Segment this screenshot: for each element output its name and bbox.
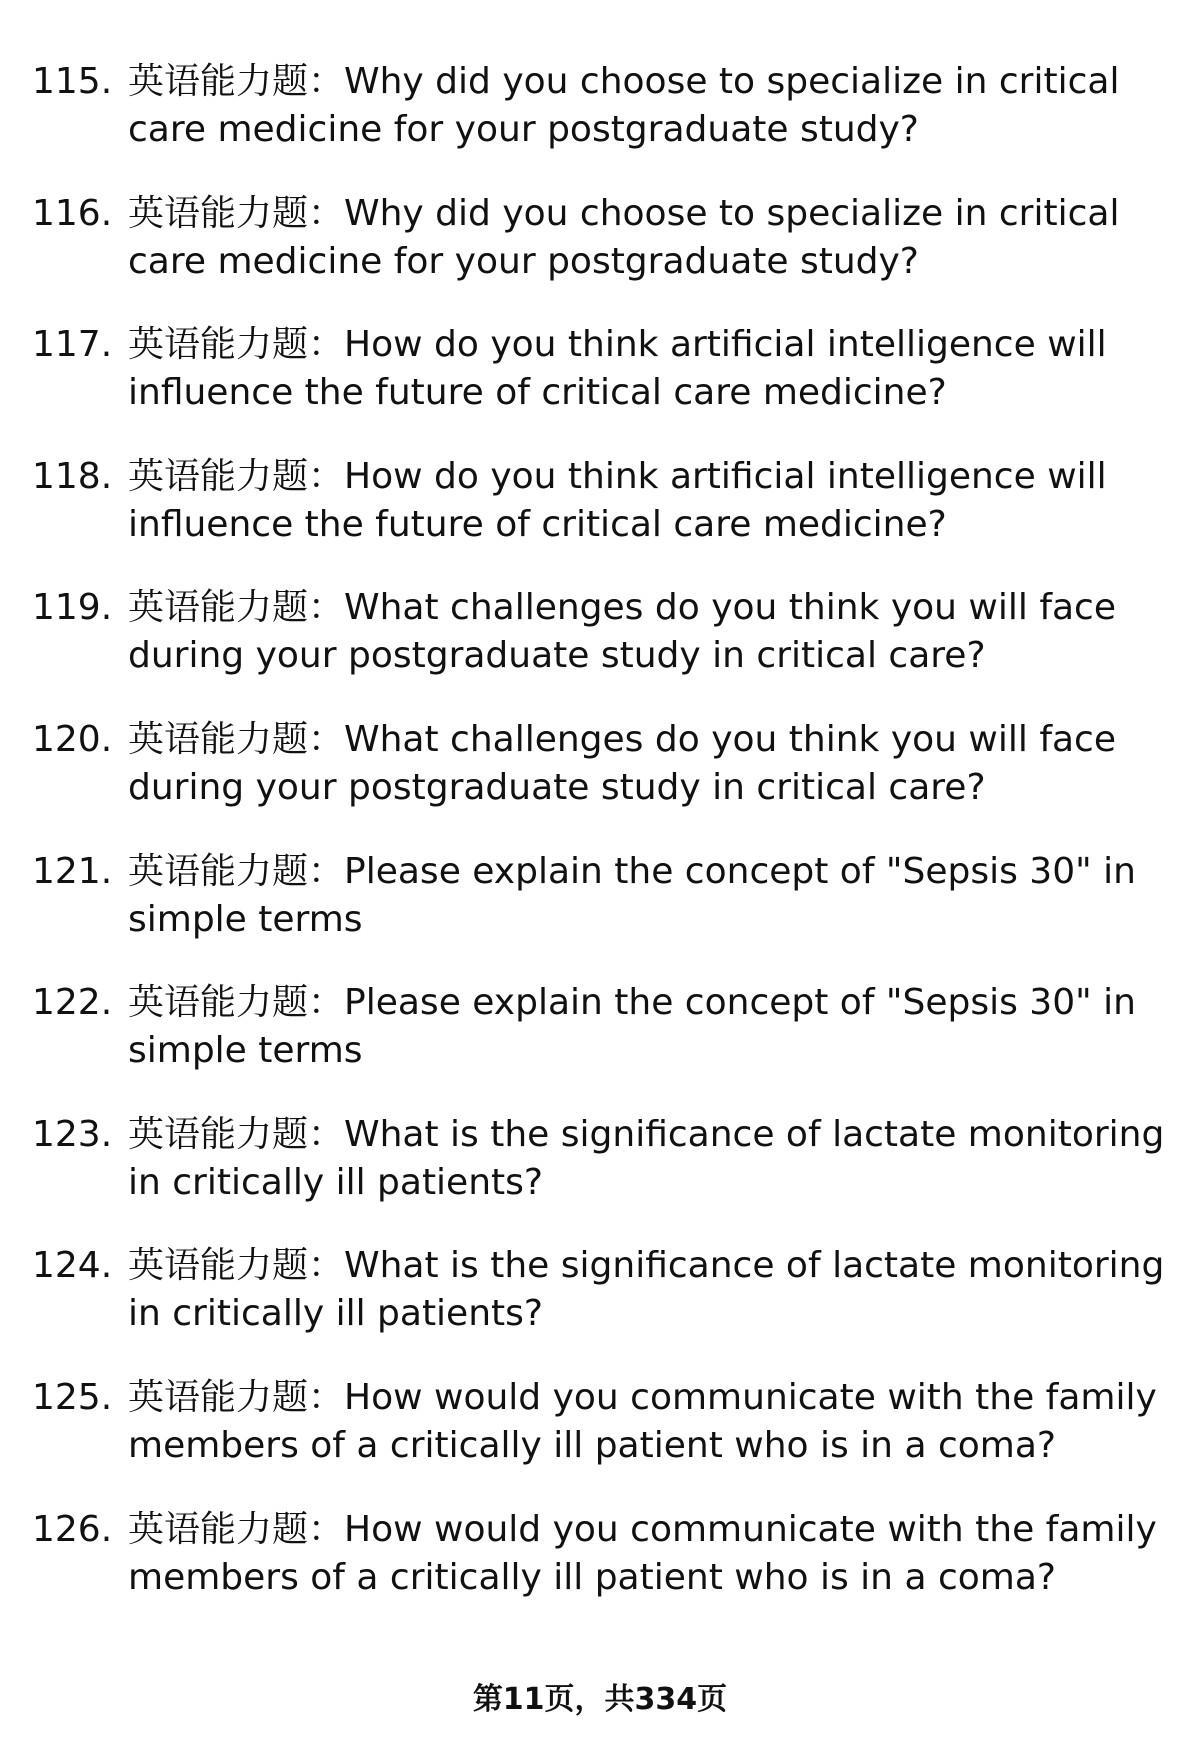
- question-text: What is the significance of lactate monitoring in critically ill patients?: [128, 1113, 1165, 1203]
- question-body: [128, 453, 1172, 585]
- question-number: 126.: [32, 1508, 113, 1550]
- question-tag: 英语能力题：: [128, 982, 345, 1024]
- question-body: [128, 979, 1172, 1111]
- question-body: [128, 58, 1172, 190]
- question-number: 119.: [32, 587, 113, 629]
- question-body: [128, 848, 1172, 980]
- question-text: What is the significance of lactate monitoring in critically ill patients?: [128, 1245, 1165, 1335]
- question-text: How do you think artificial intelligence will influence the future of critical care medicine?: [128, 324, 1107, 414]
- question-number: 124.: [32, 1245, 113, 1287]
- question-tag: 英语能力题：: [128, 1245, 345, 1287]
- question-number: 120.: [32, 718, 113, 760]
- question-item: [32, 321, 1172, 453]
- question-tag: 英语能力题：: [128, 850, 345, 892]
- question-tag: 英语能力题：: [128, 192, 345, 234]
- page-footer: 第11页，共334页: [472, 1682, 728, 1717]
- question-number: 123.: [32, 1113, 113, 1155]
- question-body: [128, 1506, 1172, 1638]
- question-item: [32, 453, 1172, 585]
- question-body: [128, 1242, 1172, 1374]
- question-item: [32, 848, 1172, 980]
- question-body: [128, 1374, 1172, 1506]
- question-text: Please explain the concept of "Sepsis 30" in simple terms: [128, 982, 1136, 1072]
- question-text: What challenges do you think you will face during your postgraduate study in critical care?: [128, 587, 1116, 677]
- question-text: Why did you choose to specialize in critical care medicine for your postgraduate study?: [128, 192, 1120, 282]
- question-body: [128, 1111, 1172, 1243]
- question-body: [128, 584, 1172, 716]
- question-tag: 英语能力题：: [128, 1508, 345, 1550]
- question-body: [128, 716, 1172, 848]
- question-number: 122.: [32, 982, 113, 1024]
- question-text: Please explain the concept of "Sepsis 30" in simple terms: [128, 850, 1136, 940]
- question-tag: 英语能力题：: [128, 324, 345, 366]
- question-text: How would you communicate with the family members of a critically ill patient who is in a coma?: [128, 1508, 1157, 1598]
- question-item: [32, 1374, 1172, 1506]
- question-number: 118.: [32, 455, 113, 497]
- question-text: How would you communicate with the family members of a critically ill patient who is in a coma?: [128, 1376, 1157, 1466]
- question-item: [32, 716, 1172, 848]
- question-body: [128, 321, 1172, 453]
- question-item: [32, 190, 1172, 322]
- question-text: Why did you choose to specialize in critical care medicine for your postgraduate study?: [128, 61, 1120, 150]
- question-item: [32, 1111, 1172, 1243]
- question-number: 117.: [32, 324, 113, 366]
- question-list: [32, 58, 1172, 1637]
- question-number: 121.: [32, 850, 113, 892]
- question-tag: 英语能力题：: [128, 1376, 345, 1418]
- question-text: What challenges do you think you will face during your postgraduate study in critical care?: [128, 718, 1116, 808]
- question-item: [32, 1506, 1172, 1638]
- question-tag: 英语能力题：: [128, 718, 345, 760]
- question-item: [32, 1242, 1172, 1374]
- question-tag: 英语能力题：: [128, 1113, 345, 1155]
- question-tag: 英语能力题：: [128, 61, 345, 102]
- question-tag: 英语能力题：: [128, 587, 345, 629]
- question-number: 115.: [32, 61, 113, 102]
- question-tag: 英语能力题：: [128, 455, 345, 497]
- question-number: 125.: [32, 1376, 113, 1418]
- question-item: [32, 58, 1172, 190]
- question-item: [32, 584, 1172, 716]
- question-text: How do you think artificial intelligence will influence the future of critical care medicine?: [128, 455, 1107, 545]
- question-item: [32, 979, 1172, 1111]
- question-body: [128, 190, 1172, 322]
- question-number: 116.: [32, 192, 113, 234]
